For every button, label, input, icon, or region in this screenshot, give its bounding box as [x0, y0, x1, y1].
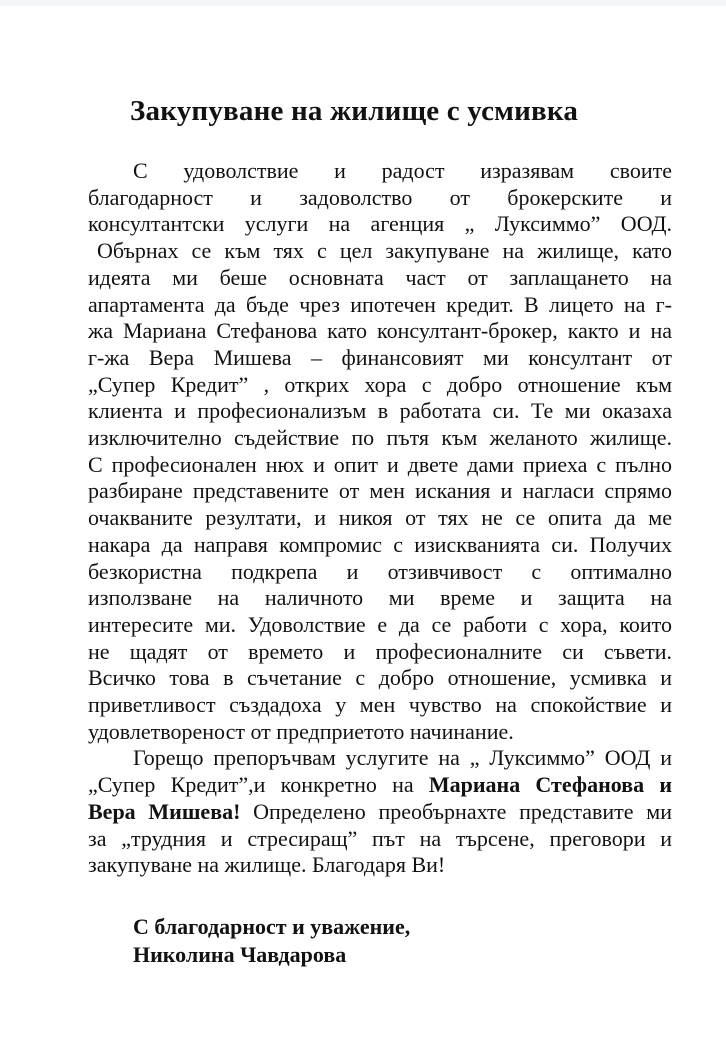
text-line [88, 532, 672, 559]
text-segment: консултантски услуги на агенция „ Луксиммо” ООД. [88, 211, 672, 237]
text-segment: „Супер Кредит” , открих хора с добро отношение към [88, 371, 672, 397]
bold-text-segment: Николина Чавдарова [133, 941, 347, 967]
text-segment: закупуване на жилище. Благодаря Ви! [88, 852, 446, 878]
text-line [88, 185, 672, 212]
text-line [88, 292, 672, 319]
bold-text-segment: С благодарност и уважение, [133, 914, 411, 939]
text-segment: жа Мариана Стефанова като консултант-брокер, както и на [88, 318, 672, 344]
text-line [88, 665, 672, 692]
text-segment: Всичко това в съчетание с добро отношение, усмивка и [88, 665, 672, 691]
text-line [88, 372, 672, 399]
text-line [88, 639, 672, 666]
bold-text-segment: Вера Мишева! [88, 798, 241, 824]
text-segment: Обърнах се към тях с цел закупуване на жилище, като [97, 238, 672, 264]
text-segment: идеята ми беше основната част от заплащането на [88, 264, 672, 290]
text-segment: С удоволствие и радост изразявам своите [133, 158, 672, 183]
text-line [88, 585, 672, 612]
text-segment: клиента и професионализъм в работата си. Те ми оказаха [88, 398, 672, 424]
text-segment: „Супер Кредит”,и конкретно на [88, 772, 429, 798]
text-line [88, 772, 672, 799]
text-segment: благодарност и задоволство от брокерските и [88, 184, 672, 210]
text-line [88, 425, 672, 452]
text-line [88, 452, 672, 479]
text-segment: С професионален нюх и опит и двете дами приеха с пълно [88, 451, 672, 477]
text-line [88, 826, 672, 853]
text-segment: за „трудния и стресиращ” път на търсене, преговори и [88, 825, 672, 851]
text-line [88, 211, 672, 238]
text-segment: Горещо препоръчвам услугите на „ Луксиммо” ООД и [133, 745, 672, 771]
bold-text-segment: Мариана Стефанова и [428, 772, 672, 798]
text-segment: накара да направя компромис с изискванията си. Получих [88, 531, 672, 557]
text-segment: Определено преобърнахте представите ми [240, 798, 672, 824]
text-segment: изключително съдействие по пътя към желаното жилище. [88, 425, 672, 451]
text-segment: интересите ми. Удоволствие е да се работи с хора, които [88, 611, 672, 637]
text-segment: апартамента да бъде чрез ипотечен кредит. В лицето на г- [88, 291, 672, 317]
text-line [88, 719, 672, 746]
text-line [88, 559, 672, 586]
text-segment: безкористна подкрепа и отзивчивост с оптимално [88, 558, 672, 584]
document-title: Закупуване на жилище с усмивка [130, 95, 579, 127]
text-segment: приветливост създадоха у мен чувство на спокойствие и [88, 692, 672, 718]
text-line [133, 941, 633, 969]
text-segment: г-жа Вера Мишева – финансовият ми консултант от [88, 344, 672, 370]
text-line [88, 505, 672, 532]
page-top-band [0, 0, 726, 6]
text-line [88, 345, 672, 372]
text-segment: очакваните резултати, и никоя от тях не се опита да ме [88, 505, 672, 531]
text-segment: не щадят от времето и професионалните си съвети. [88, 638, 672, 664]
text-line [88, 478, 672, 505]
text-line [88, 318, 672, 345]
signature-block [133, 913, 633, 968]
text-segment: използване на наличното ми време и защита на [88, 585, 672, 611]
text-segment: разбиране представените от мен искания и нагласи спрямо [88, 478, 672, 504]
text-line [133, 913, 633, 941]
text-line [88, 158, 672, 185]
document-body [88, 158, 672, 879]
text-line [88, 398, 672, 425]
text-line [88, 745, 672, 772]
text-line [88, 799, 672, 826]
text-segment: удовлетвореност от предприетото начинание. [88, 718, 514, 744]
text-line [88, 612, 672, 639]
text-line [88, 692, 672, 719]
text-line [88, 852, 672, 879]
text-line [88, 265, 672, 292]
text-line [88, 238, 672, 265]
